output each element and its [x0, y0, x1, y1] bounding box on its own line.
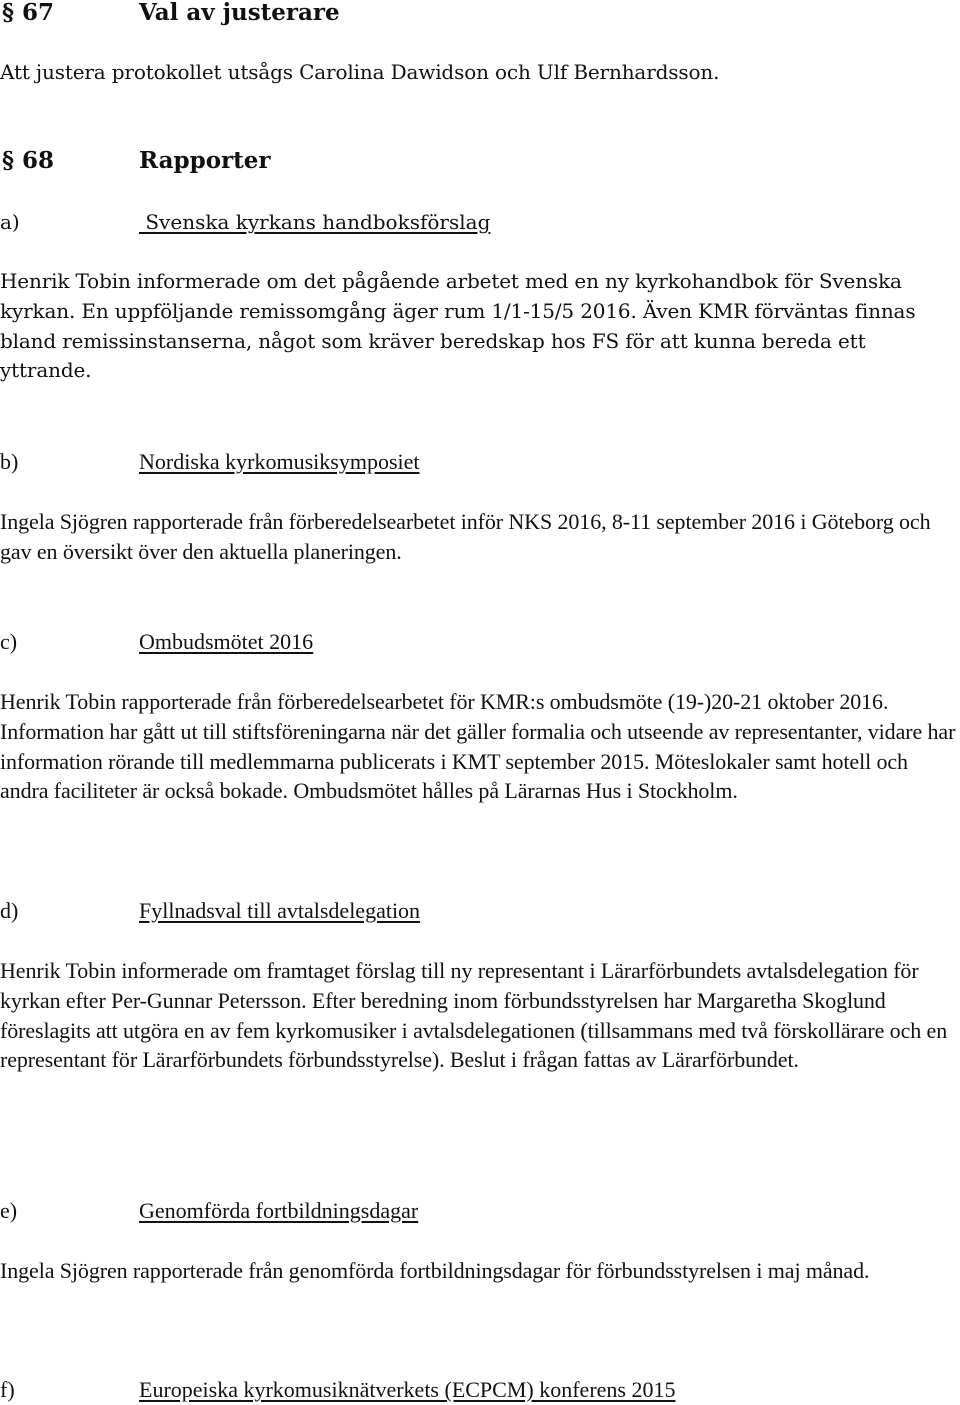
item-letter: b) — [0, 449, 19, 474]
item-e-body: Ingela Sjögren rapporterade från genomförda fortbildningsdagar för förbundsstyrelsen i maj månad. — [0, 1258, 870, 1283]
item-letter: c) — [0, 629, 18, 654]
item-letter: f) — [0, 1377, 15, 1402]
item-title: Svenska kyrkans handboksförslag — [139, 210, 491, 234]
item-title: Genomförda fortbildningsdagar — [139, 1198, 419, 1223]
section-67-body: Att justera protokollet utsågs Carolina Dawidson och Ulf Bernhardsson. — [0, 60, 720, 84]
item-a-body: Henrik Tobin informerade om det pågående arbetet med en ny kyrkohandbok för Svenska kyrkan. En uppföljande remissomgång äger rum 1/1-15/5 2016. Även KMR förväntas finnas bland remissinstanserna, något som kräver beredskap hos FS för att kunna bereda ett yttrande. — [0, 269, 916, 383]
section-number: § 67 — [2, 0, 55, 26]
item-letter: a) — [0, 210, 20, 234]
item-title: Fyllnadsval till avtalsdelegation — [139, 898, 421, 923]
item-title: Ombudsmötet 2016 — [139, 629, 314, 654]
item-letter: e) — [0, 1198, 18, 1223]
section-title: Val av justerare — [139, 0, 340, 26]
item-c-body: Henrik Tobin rapporterade från förberedelsearbetet för KMR:s ombudsmöte (19-)20-21 oktober 2016. Information har gått ut till stiftsföreningarna när det gäller formalia och utseende av representanter, vidare har information rörande till medlemmarna publicerats i KMT september 2015. Möteslokaler samt hotell och andra faciliteter är också bokade. Ombudsmötet hålles på Lärarnas Hus i Stockholm. — [0, 689, 956, 804]
item-b-body: Ingela Sjögren rapporterade från förberedelsearbetet inför NKS 2016, 8-11 september 2016 i Göteborg och gav en översikt över den aktuella planeringen. — [0, 509, 931, 564]
item-letter: d) — [0, 898, 19, 923]
item-title: Europeiska kyrkomusiknätverkets (ECPCM) konferens 2015 — [139, 1377, 676, 1402]
section-title: Rapporter — [139, 147, 271, 174]
item-d-body: Henrik Tobin informerade om framtaget förslag till ny representant i Lärarförbundets avtalsdelegation för kyrkan efter Per-Gunnar Petersson. Efter beredning inom förbundsstyrelsen har Margaretha Skoglund föreslagits att utgöra en av fem kyrkomusiker i avtalsdelegationen (tillsammans med två förskollärare och en representant för Lärarförbundets förbundsstyrelse). Beslut i frågan fattas av Lärarförbundet. — [0, 958, 948, 1073]
section-number: § 68 — [2, 147, 55, 174]
item-title: Nordiska kyrkomusiksymposiet — [139, 449, 420, 474]
